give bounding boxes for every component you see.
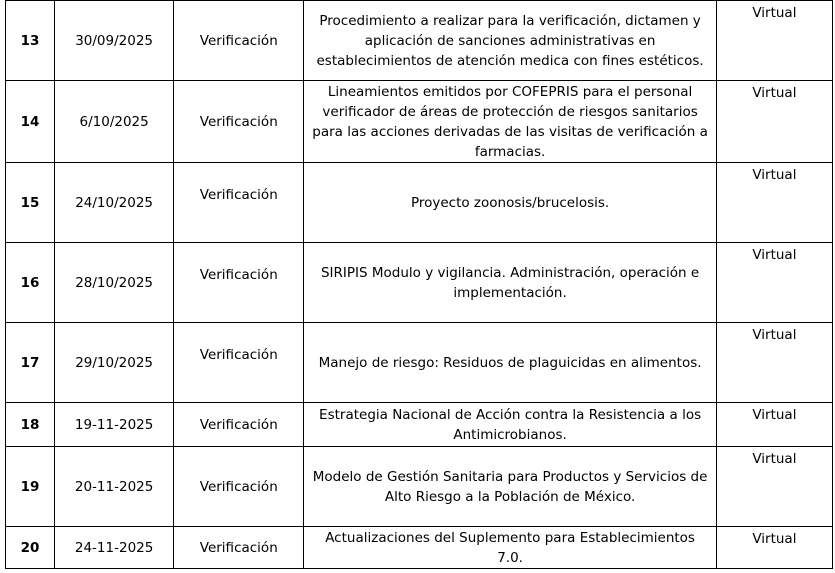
row-date: 30/09/2025	[55, 1, 174, 81]
table-row	[6, 403, 833, 447]
table-row	[6, 163, 833, 243]
row-mode: Virtual	[716, 323, 832, 403]
row-topic: Lineamientos emitidos por COFEPRIS para el personal verificador de áreas de protección de riesgos sanitarios para las acciones derivadas de las visitas de verificación a farmacias.	[304, 81, 716, 163]
table-row	[6, 527, 833, 569]
row-date: 28/10/2025	[55, 243, 174, 323]
row-type: Verificación	[174, 81, 304, 163]
row-topic: Actualizaciones del Suplemento para Establecimientos 7.0.	[304, 527, 716, 569]
row-number: 17	[6, 323, 55, 403]
table-row	[6, 447, 833, 527]
row-number: 18	[6, 403, 55, 447]
row-type: Verificación	[174, 243, 304, 323]
row-topic: Modelo de Gestión Sanitaria para Productos y Servicios de Alto Riesgo a la Población de México.	[304, 447, 716, 527]
table-row	[6, 243, 833, 323]
row-date: 6/10/2025	[55, 81, 174, 163]
row-mode: Virtual	[716, 163, 832, 243]
row-number: 20	[6, 527, 55, 569]
row-mode: Virtual	[716, 243, 832, 323]
row-type: Verificación	[174, 1, 304, 81]
row-topic: Manejo de riesgo: Residuos de plaguicidas en alimentos.	[304, 323, 716, 403]
table-row	[6, 323, 833, 403]
row-topic: Estrategia Nacional de Acción contra la Resistencia a los Antimicrobianos.	[304, 403, 716, 447]
row-number: 15	[6, 163, 55, 243]
row-topic: Proyecto zoonosis/brucelosis.	[304, 163, 716, 243]
row-mode: Virtual	[716, 447, 832, 527]
row-number: 13	[6, 1, 55, 81]
row-date: 24/10/2025	[55, 163, 174, 243]
row-mode: Virtual	[716, 1, 832, 81]
row-mode: Virtual	[716, 81, 832, 163]
row-date: 20-11-2025	[55, 447, 174, 527]
training-schedule-table	[5, 0, 833, 569]
row-topic: SIRIPIS Modulo y vigilancia. Administración, operación e implementación.	[304, 243, 716, 323]
row-mode: Virtual	[716, 527, 832, 569]
row-date: 29/10/2025	[55, 323, 174, 403]
row-type: Verificación	[174, 163, 304, 243]
row-type: Verificación	[174, 527, 304, 569]
row-type: Verificación	[174, 403, 304, 447]
row-topic: Procedimiento a realizar para la verificación, dictamen y aplicación de sanciones administrativas en establecimientos de atención medica con fines estéticos.	[304, 1, 716, 81]
row-mode: Virtual	[716, 403, 832, 447]
row-number: 16	[6, 243, 55, 323]
row-type: Verificación	[174, 447, 304, 527]
row-date: 24-11-2025	[55, 527, 174, 569]
table-row	[6, 81, 833, 163]
row-number: 14	[6, 81, 55, 163]
row-date: 19-11-2025	[55, 403, 174, 447]
row-type: Verificación	[174, 323, 304, 403]
table-row	[6, 1, 833, 81]
row-number: 19	[6, 447, 55, 527]
